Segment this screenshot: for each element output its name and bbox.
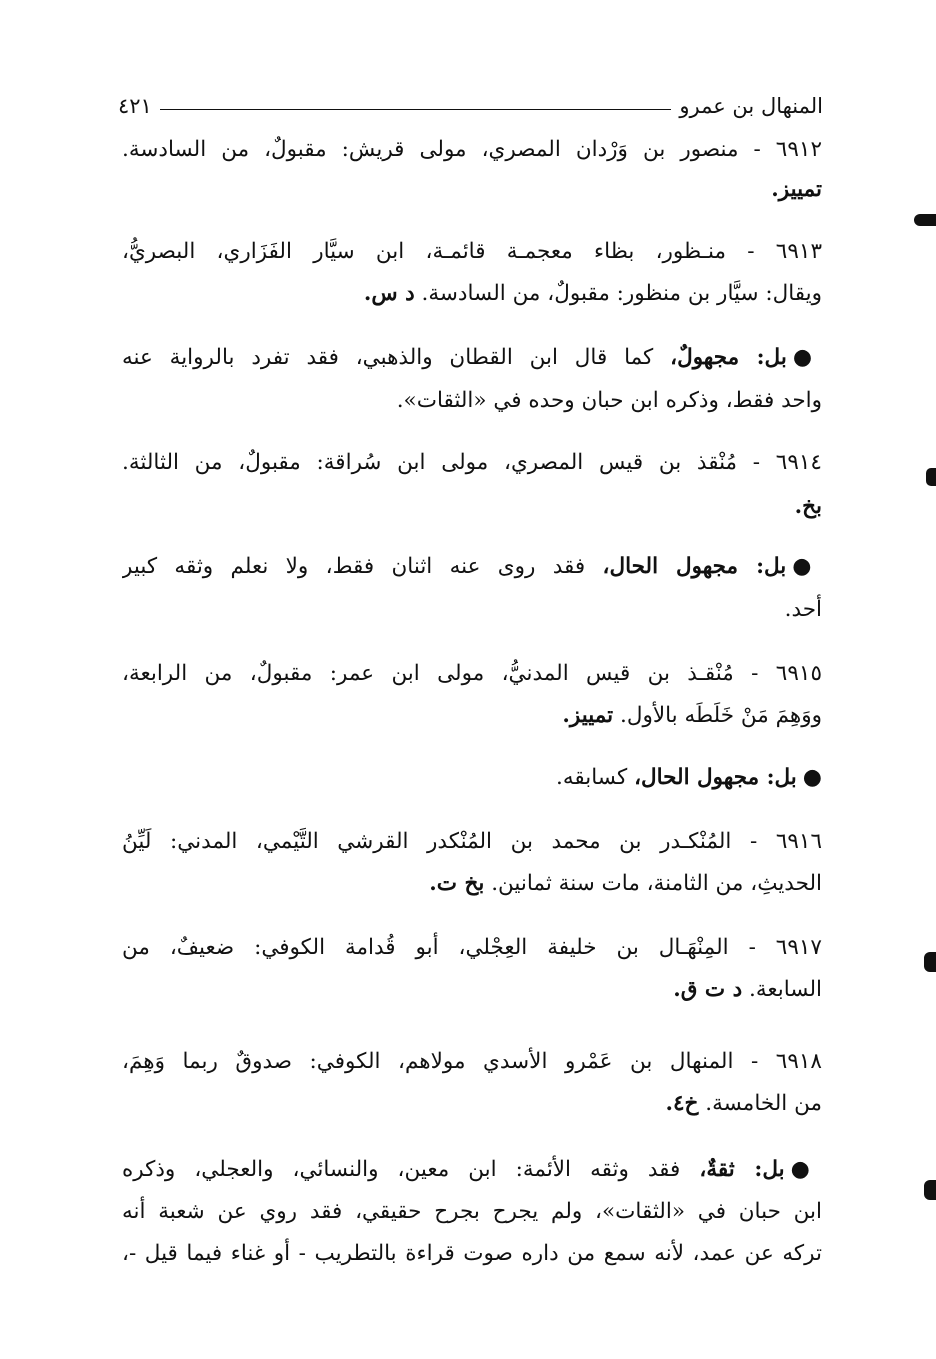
comment-verdict: بل: مجهول الحال، [634,765,797,790]
comment-text: كما قال ابن القطان والذهبي، فقد تفرد بالرواية عنه [122,345,654,370]
entry-6913-line-1 [122,232,822,272]
entry-6914-line-1 [122,443,822,483]
comment-text: ابن حبان في «الثقات»، ولم يجرح بجرح حقيقي، فقد روي عن شعبة أنه [122,1199,822,1224]
entry-text: المُنْكـدر بن محمد بن المُنْكدر القرشي التَّيْمي، المدني: لَيِّنُ [122,829,732,854]
entry-6915-line-1 [122,654,822,694]
comment-text: فقد وثقه الأئمة: ابن معين، والنسائي، والعجلي، وذكره [122,1157,681,1182]
entry-text: ووَهِمَ مَنْ خَلَطَه بالأول. [619,703,822,728]
entry-symbol: د س. [363,281,415,306]
entry-text: السابعة. [749,977,822,1002]
bullet-icon: ● [792,345,822,370]
entry-text: ويقال: سيَّار بن منظور: مقبولٌ، من السادسة. [421,281,822,306]
entry-symbol: تمييز. [771,177,822,202]
entry-symbol: تمييز. [562,703,614,728]
comment-text: واحد فقط، وذكره ابن حبان وحده في «الثقات». [396,388,822,413]
comment-4-line-3 [122,1234,822,1274]
entry-number: ٦٩١٥ - [751,661,822,686]
entry-text: المِنْهَـال بن خليفة العِجْلي، أبو قُدامة الكوفي: ضعيفٌ، من [122,935,729,960]
running-title: المنهال بن عمرو [679,94,823,118]
entry-text: منصور بن وَرْدان المصري، مولى قريش: مقبولٌ، من السادسة. [122,137,739,162]
comment-text: كسابقه. [556,765,628,790]
scan-edge-mark [914,214,936,226]
entry-text: منـظور، بظاء معجمـة قائمـة، ابن سيَّار الفَزَاري، البصريُّ، [122,239,726,264]
comment-verdict: بل: ثقةٌ، [699,1157,785,1182]
comment-text: أحد. [784,597,822,622]
entry-text: مُنْقـذ بن قيس المدنيُّ، مولى ابن عمر: مقبولٌ، من الرابعة، [122,661,734,686]
comment-4-line-2 [122,1192,822,1232]
entry-number: ٦٩١٨ - [750,1049,822,1074]
entry-text: المنهال بن عَمْرو الأسدي مولاهم، الكوفي: صدوقٌ ربما وَهِمَ، [122,1049,734,1074]
entry-6912-line-1 [122,130,822,170]
bullet-icon: ● [790,1157,822,1182]
entry-6918-line-1 [122,1042,822,1082]
entry-6918-line-2 [122,1084,822,1124]
entry-6916-line-1 [122,822,822,862]
entry-6914-line-2 [122,487,822,527]
entry-text: الحديثِ، من الثامنة، مات سنة ثمانين. [491,871,822,896]
entry-6917-line-2 [122,970,822,1010]
bullet-icon: ● [792,554,822,579]
running-header [118,82,823,118]
scan-edge-mark [926,468,936,486]
entry-6912-line-2 [122,170,822,210]
entry-6916-line-2 [122,864,822,904]
page-number: ٤٢١ [118,94,152,118]
comment-text: تركه عن عمد، لأنه سمع من داره صوت قراءة بالتطريب - أو غناء فيما قيل -، [122,1241,822,1266]
scan-edge-mark [924,1180,936,1200]
comment-1-line-2 [122,381,822,421]
comment-verdict: بل: مجهول الحال، [602,554,787,579]
entry-symbol: بخ ت. [429,871,485,896]
scan-edge-mark [924,952,936,972]
entry-number: ٦٩١٣ - [747,239,822,264]
entry-number: ٦٩١٧ - [748,935,822,960]
entry-text: من الخامسة. [705,1091,822,1116]
entry-number: ٦٩١٢ - [753,137,822,162]
comment-3-line-1 [122,758,822,798]
entry-number: ٦٩١٤ - [752,450,822,475]
entry-text: مُنْقذ بن قيس المصري، مولى ابن سُراقة: مقبولٌ، من الثالثة. [122,450,738,475]
comment-4-line-1 [122,1150,822,1190]
entry-symbol: بخ. [794,494,822,519]
entry-symbol: خ٤. [665,1091,699,1116]
comment-text: فقد روى عنه اثنان فقط، ولا نعلم وثقه كبير [122,554,586,579]
entry-6913-line-2 [122,274,822,314]
bullet-icon: ● [802,765,822,790]
entry-6917-line-1 [122,928,822,968]
comment-2-line-2 [122,590,822,630]
entry-6915-line-2 [122,696,822,736]
entry-number: ٦٩١٦ - [749,829,822,854]
comment-2-line-1 [122,547,822,587]
comment-1-line-1 [122,338,822,378]
comment-verdict: بل: مجهولٌ، [670,345,787,370]
header-rule [160,109,672,110]
entry-symbol: د ت ق. [673,977,743,1002]
